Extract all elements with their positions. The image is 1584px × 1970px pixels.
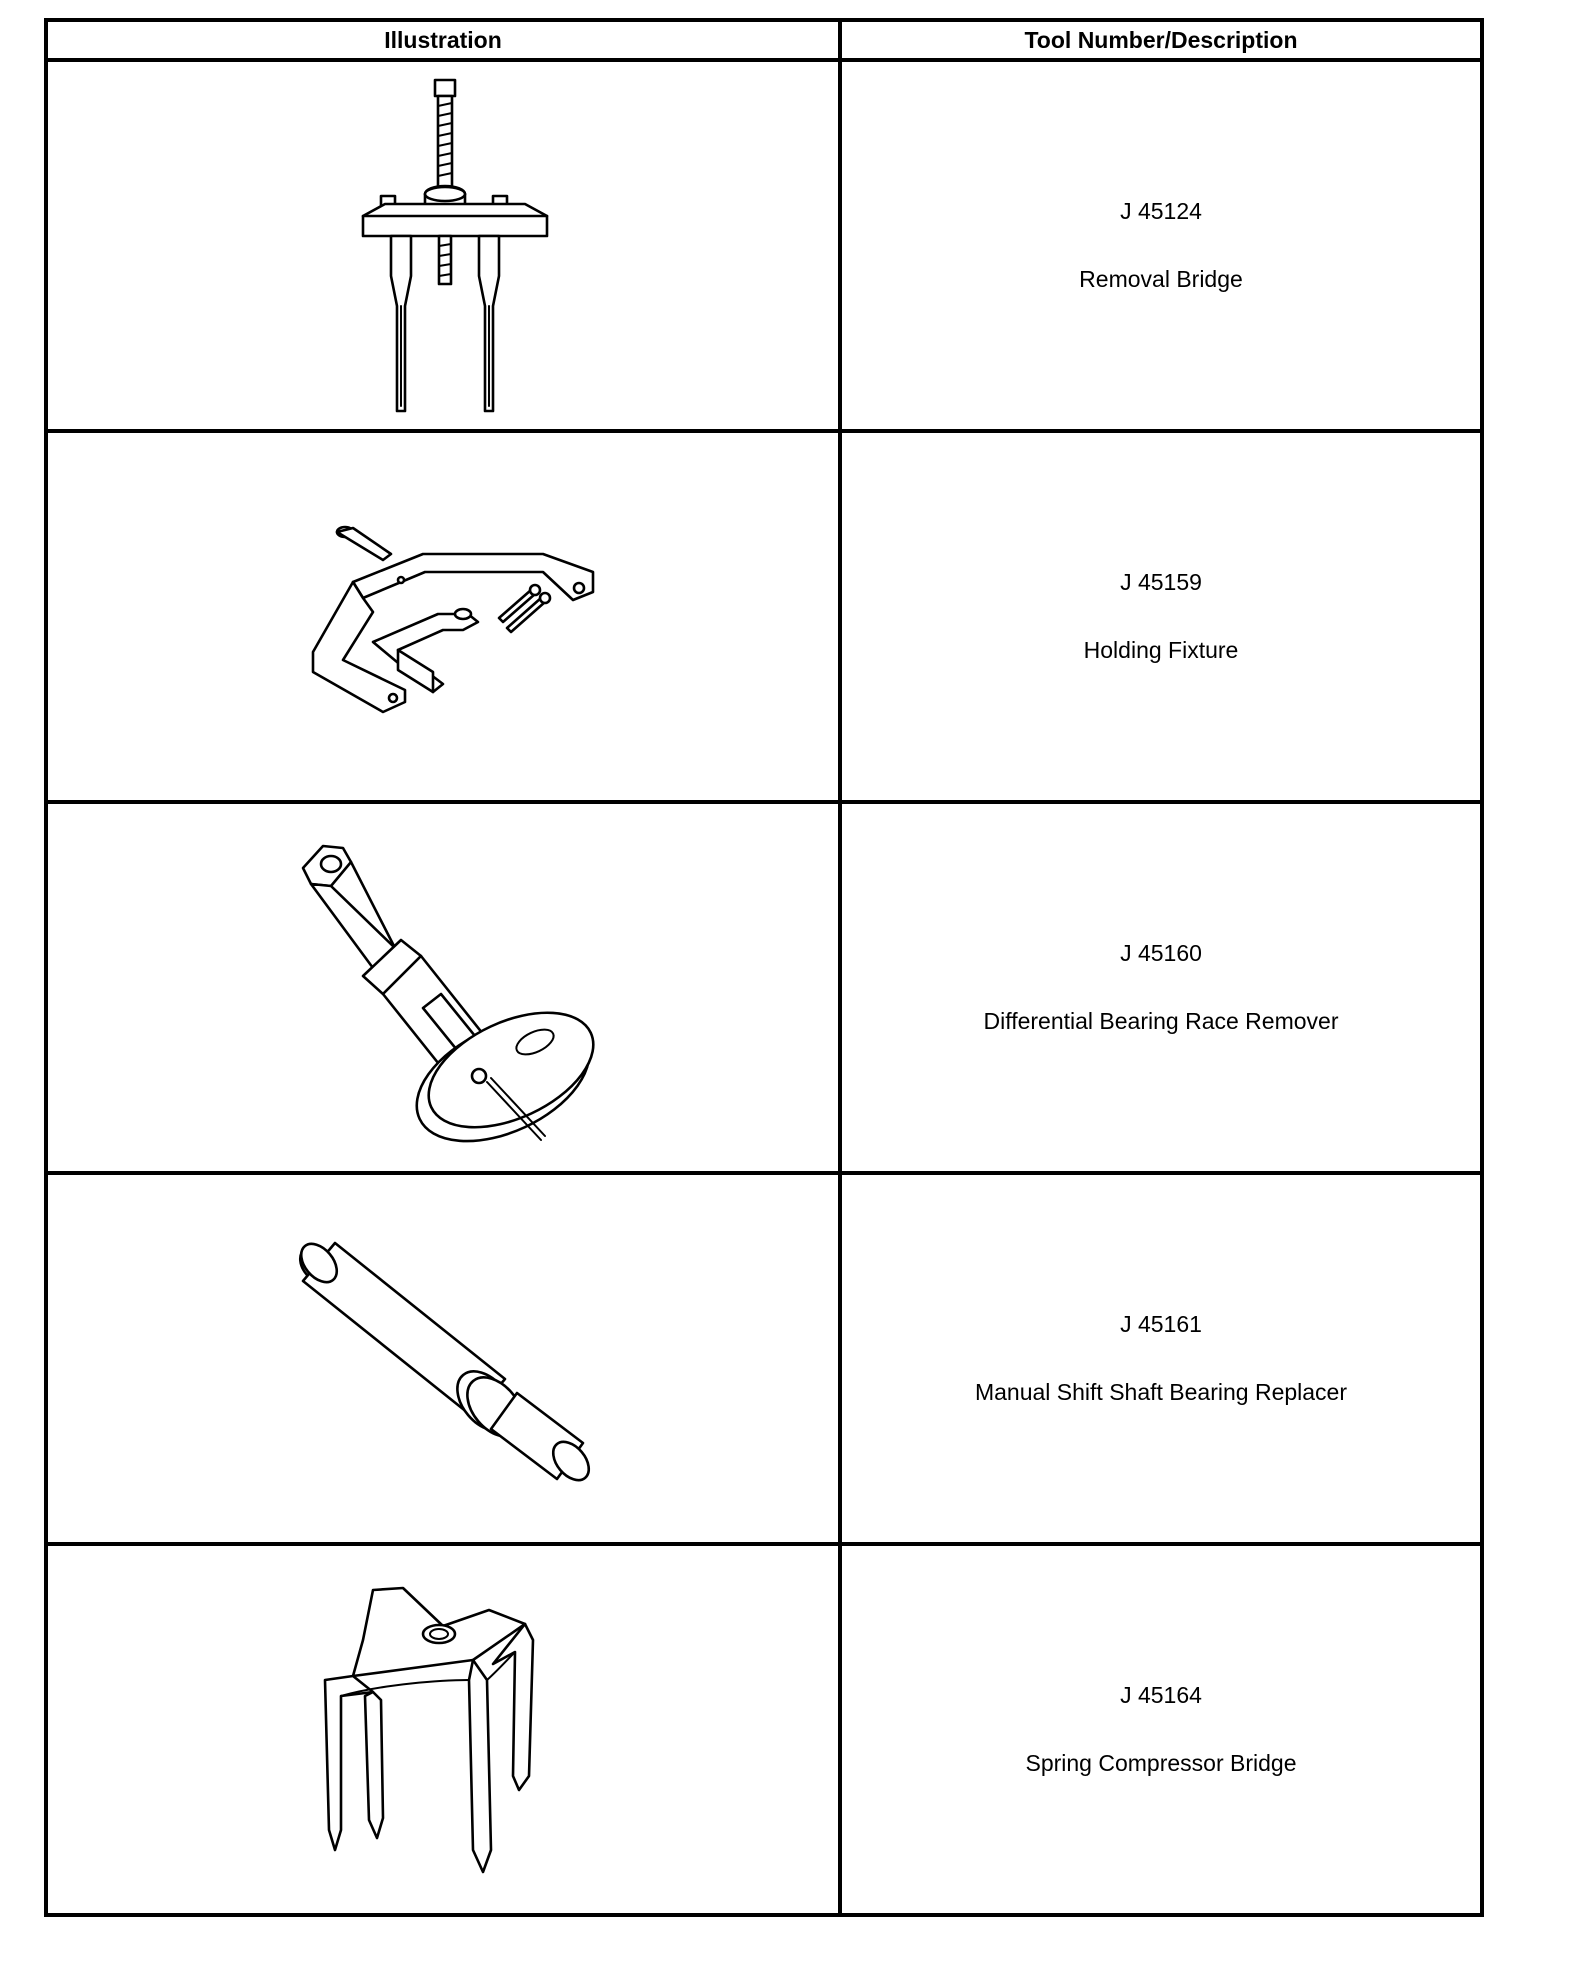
illustration-cell bbox=[46, 431, 840, 802]
removal-bridge-illustration bbox=[293, 76, 593, 416]
tool-number: J 45159 bbox=[1120, 568, 1202, 595]
illustration-cell bbox=[46, 1544, 840, 1915]
tool-description-cell bbox=[840, 1544, 1482, 1915]
tool-number: J 45164 bbox=[1120, 1681, 1202, 1708]
table-row bbox=[46, 1544, 1482, 1915]
tool-description-cell bbox=[840, 431, 1482, 802]
holding-fixture-illustration bbox=[273, 502, 613, 732]
bearing-replacer-illustration bbox=[273, 1229, 613, 1489]
table-row bbox=[46, 802, 1482, 1173]
illustration-cell bbox=[46, 60, 840, 431]
tool-number: J 45160 bbox=[1120, 939, 1202, 966]
table-row bbox=[46, 60, 1482, 431]
tool-description: Spring Compressor Bridge bbox=[1025, 1749, 1297, 1776]
table-row bbox=[46, 431, 1482, 802]
tool-number: J 45124 bbox=[1120, 197, 1202, 224]
tool-description: Differential Bearing Race Remover bbox=[983, 1007, 1339, 1034]
illustration-cell bbox=[46, 802, 840, 1173]
tool-description-cell bbox=[840, 802, 1482, 1173]
illustration-cell bbox=[46, 1173, 840, 1544]
table-header-row bbox=[46, 20, 1482, 60]
tool-description: Removal Bridge bbox=[1079, 265, 1243, 292]
header-illustration: Illustration bbox=[46, 20, 840, 60]
tool-description: Holding Fixture bbox=[1083, 636, 1239, 663]
tool-description: Manual Shift Shaft Bearing Replacer bbox=[974, 1378, 1348, 1405]
table-row bbox=[46, 1173, 1482, 1544]
bearing-race-remover-illustration bbox=[273, 828, 613, 1148]
tool-number: J 45161 bbox=[1120, 1310, 1202, 1337]
tool-description-cell bbox=[840, 60, 1482, 431]
header-tool-description: Tool Number/Description bbox=[840, 20, 1482, 60]
tool-description-cell bbox=[840, 1173, 1482, 1544]
special-tools-table bbox=[44, 18, 1484, 1917]
spring-compressor-bridge-illustration bbox=[293, 1580, 593, 1880]
